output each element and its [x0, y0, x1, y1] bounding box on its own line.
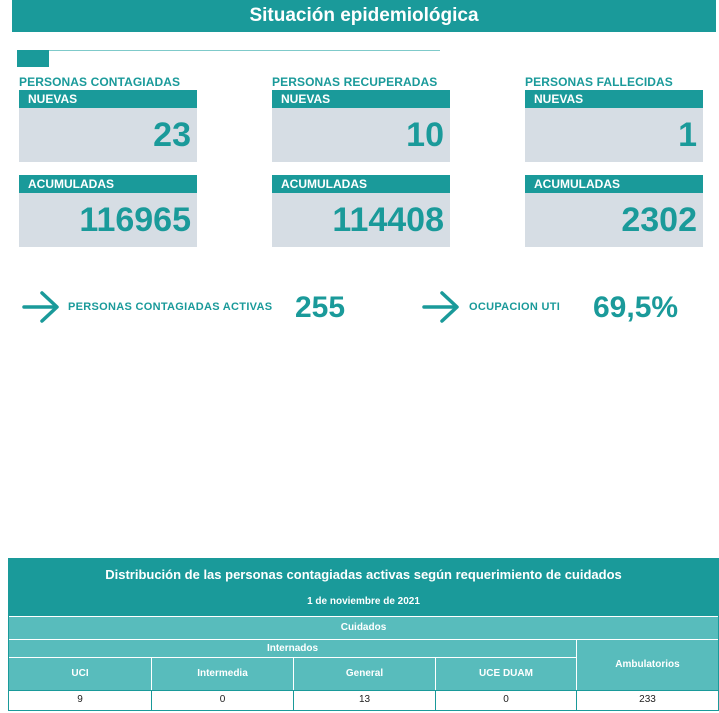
- accent-bar: [17, 50, 49, 67]
- internados-label: Internados: [266, 643, 319, 654]
- intermedia-header: Intermedia: [151, 657, 293, 690]
- recuperadas-acumuladas: [272, 175, 450, 247]
- recuperadas-acumuladas-value: 114408: [272, 193, 450, 247]
- arrow-right-icon: [22, 290, 62, 324]
- fallecidas-acumuladas: [525, 175, 703, 247]
- fallecidas-nuevas-value: 1: [525, 108, 703, 162]
- general-header: General: [293, 657, 435, 690]
- activas-value: 255: [295, 291, 346, 324]
- contagiadas-nuevas-label: NUEVAS: [19, 90, 197, 108]
- table-date: 1 de noviembre de 2021: [307, 596, 420, 607]
- recuperadas-column: [272, 74, 450, 247]
- uce-duam-value: 0: [435, 691, 576, 710]
- internados-header: [9, 639, 576, 657]
- fallecidas-acumuladas-value: 2302: [525, 193, 703, 247]
- general-value: 13: [293, 691, 435, 710]
- uti-value: 69,5%: [593, 291, 679, 324]
- recuperadas-nuevas-label: NUEVAS: [272, 90, 450, 108]
- contagiadas-column: [19, 74, 197, 247]
- intermedia-value: 0: [151, 691, 293, 710]
- uce-duam-header: UCE DUAM: [435, 657, 576, 690]
- contagiadas-acumuladas-label: ACUMULADAS: [19, 175, 197, 193]
- care-distribution-table: [8, 558, 719, 711]
- table-title: Distribución de las personas contagiadas activas según requerimiento de cuidados: [105, 567, 622, 582]
- uci-header: UCI: [9, 657, 151, 690]
- ambulatorios-value: 233: [576, 691, 718, 710]
- recuperadas-nuevas-value: 10: [272, 108, 450, 162]
- contagiadas-title: PERSONAS CONTAGIADAS: [19, 75, 181, 89]
- activas-label: PERSONAS CONTAGIADAS ACTIVAS: [68, 301, 273, 313]
- uti-label: OCUPACION UTI: [469, 301, 561, 313]
- fallecidas-column: [525, 74, 703, 247]
- ambulatorios-header: [576, 639, 718, 690]
- recuperadas-title: PERSONAS RECUPERADAS: [272, 75, 438, 89]
- page-header: [12, 0, 716, 32]
- recuperadas-acumuladas-label: ACUMULADAS: [272, 175, 450, 193]
- arrow-right-icon: [422, 290, 462, 324]
- uci-value: 9: [9, 691, 151, 710]
- contagiadas-acumuladas-value: 116965: [19, 193, 197, 247]
- contagiadas-acumuladas: [19, 175, 197, 247]
- ambulatorios-label: Ambulatorios: [615, 659, 680, 670]
- fallecidas-title: PERSONAS FALLECIDAS: [525, 75, 673, 89]
- cuidados-label: Cuidados: [340, 622, 387, 633]
- cuidados-row: [9, 616, 718, 639]
- page-title: Situación epidemiológica: [249, 5, 479, 26]
- accent-divider: [49, 50, 440, 51]
- contagiadas-nuevas-value: 23: [19, 108, 197, 162]
- fallecidas-nuevas-label: NUEVAS: [525, 90, 703, 108]
- fallecidas-acumuladas-label: ACUMULADAS: [525, 175, 703, 193]
